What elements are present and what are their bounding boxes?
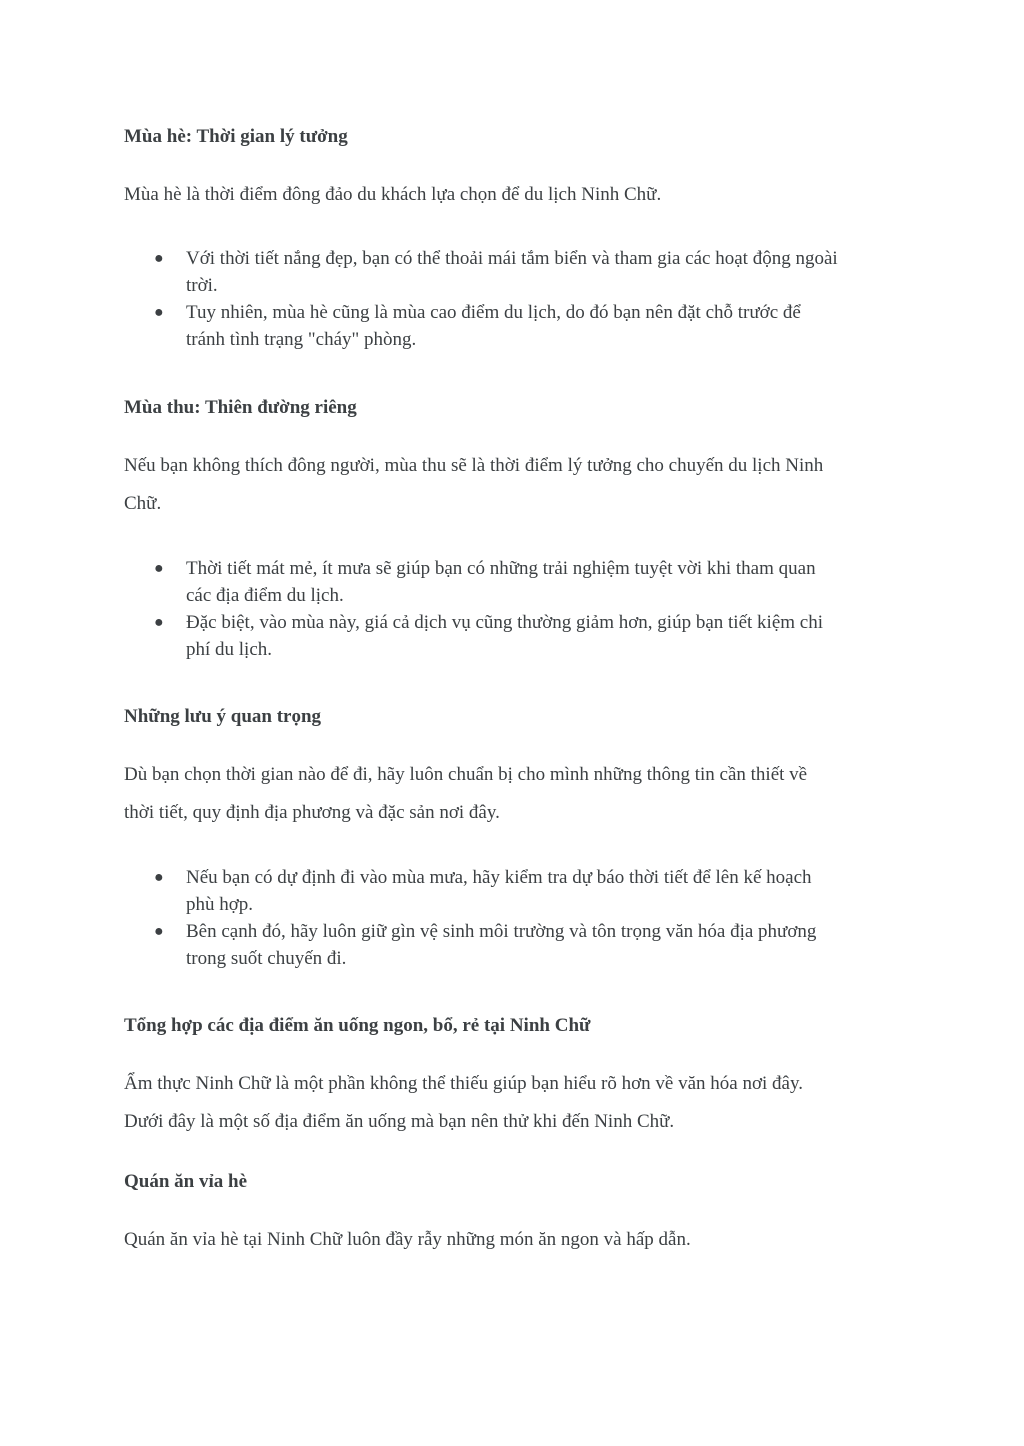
bullet-icon: ● bbox=[154, 614, 164, 631]
paragraph-line: Ẩm thực Ninh Chữ là một phần không thể thiếu giúp bạn hiểu rõ hơn về văn hóa nơi đây. bbox=[124, 1073, 804, 1094]
list-item: ● Đặc biệt, vào mùa này, giá cả dịch vụ cũng thường giảm hơn, giúp bạn tiết kiệm chi phí du lịch. bbox=[154, 609, 914, 663]
list-item: ● Bên cạnh đó, hãy luôn giữ gìn vệ sinh môi trường và tôn trọng văn hóa địa phương trong suốt chuyến đi. bbox=[154, 918, 914, 972]
paragraph-line: Dù bạn chọn thời gian nào để đi, hãy luôn chuẩn bị cho mình những thông tin cần thiết về bbox=[124, 764, 808, 785]
paragraph-quan-an-via-he bbox=[124, 1221, 904, 1259]
list-item: ● Tuy nhiên, mùa hè cũng là mùa cao điểm du lịch, do đó bạn nên đặt chỗ trước để tránh tình trạng "cháy" phòng. bbox=[154, 299, 914, 353]
paragraph-line: Mùa hè là thời điểm đông đảo du khách lựa chọn để du lịch Ninh Chữ. bbox=[124, 184, 662, 205]
list-item: ● Với thời tiết nắng đẹp, bạn có thể thoải mái tắm biển và tham gia các hoạt động ngoài trời. bbox=[154, 245, 914, 299]
paragraph-line: Nếu bạn không thích đông người, mùa thu sẽ là thời điểm lý tưởng cho chuyến du lịch Ninh bbox=[124, 455, 824, 476]
paragraph-line: Dưới đây là một số địa điểm ăn uống mà bạn nên thử khi đến Ninh Chữ. bbox=[124, 1111, 675, 1132]
heading-luu-y: Những lưu ý quan trọng bbox=[124, 706, 322, 727]
paragraph-am-thuc bbox=[124, 1065, 904, 1141]
heading-mua-he: Mùa hè: Thời gian lý tưởng bbox=[124, 126, 348, 147]
heading-quan-an-via-he: Quán ăn vỉa hè bbox=[124, 1171, 248, 1192]
heading-mua-thu: Mùa thu: Thiên đường riêng bbox=[124, 397, 357, 418]
bullet-list-mua-thu bbox=[154, 555, 914, 663]
bullet-icon: ● bbox=[154, 560, 164, 577]
bullet-icon: ● bbox=[154, 304, 164, 321]
paragraph-mua-he bbox=[124, 176, 904, 214]
paragraph-luu-y bbox=[124, 756, 904, 832]
bullet-icon: ● bbox=[154, 923, 164, 940]
list-item: ● Thời tiết mát mẻ, ít mưa sẽ giúp bạn có những trải nghiệm tuyệt vời khi tham quan các địa điểm du lịch. bbox=[154, 555, 914, 609]
bullet-list-luu-y bbox=[154, 864, 914, 972]
bullet-icon: ● bbox=[154, 869, 164, 886]
paragraph-line: Chữ. bbox=[124, 493, 162, 514]
bullet-icon: ● bbox=[154, 250, 164, 267]
list-item: ● Nếu bạn có dự định đi vào mùa mưa, hãy kiểm tra dự báo thời tiết để lên kế hoạch phù hợp. bbox=[154, 864, 914, 918]
paragraph-line: Quán ăn vỉa hè tại Ninh Chữ luôn đầy rẫy những món ăn ngon và hấp dẫn. bbox=[124, 1229, 691, 1250]
paragraph-mua-thu bbox=[124, 447, 904, 523]
paragraph-line: thời tiết, quy định địa phương và đặc sản nơi đây. bbox=[124, 802, 500, 823]
bullet-list-mua-he bbox=[154, 245, 914, 353]
heading-am-thuc: Tổng hợp các địa điểm ăn uống ngon, bổ, rẻ tại Ninh Chữ bbox=[124, 1015, 591, 1036]
